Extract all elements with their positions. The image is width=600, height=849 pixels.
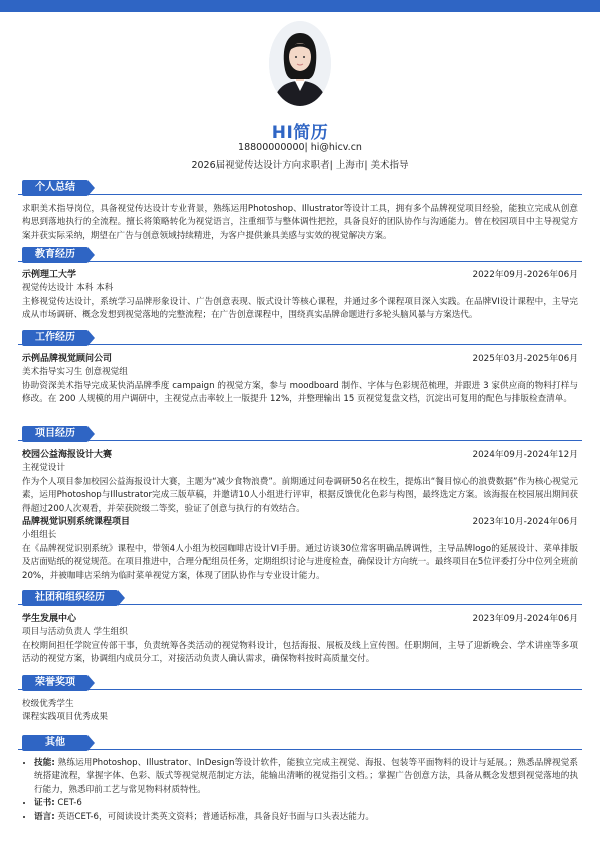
avatar-photo: [269, 21, 331, 106]
other-text: 英语CET-6，可阅读设计类英文资料；普通话标准，具备良好书面与口头表达能力。: [54, 811, 375, 822]
school-name: 示例理工大学: [22, 270, 77, 280]
honor-item: 课程实践项目优秀成果: [22, 712, 108, 723]
section-rule: [18, 689, 582, 690]
work-role: 美术指导实习生 创意视觉组: [22, 367, 128, 378]
section-header-summary: [18, 180, 582, 198]
section-title: 荣誉奖项: [22, 675, 88, 691]
avatar: [269, 21, 331, 106]
section-title: 个人总结: [22, 180, 88, 196]
section-header-others: [18, 735, 582, 753]
project-name: 校园公益海报设计大赛: [22, 450, 113, 460]
project-date: 2023年10月-2024年06月: [472, 517, 578, 527]
project-text: 在《品牌视觉识别系统》课程中，带领4人小组为校园咖啡店设计VI手册。通过访谈30位常客明确品牌调性，主导品牌logo的延展设计、菜单排版及店面贴纸的视觉规范。在项目推进中，合理分配组员任务，定期组织讨论与进度检查，确保设计方向统一。最终项目在5位评委打分中位列全班前20%，并被咖啡店采纳为临时菜单视觉方案，体现了团队协作与专业设计能力。: [22, 543, 578, 581]
contact-info: 18800000000| hi@hicv.cn: [238, 142, 362, 153]
project-entry: [22, 449, 578, 516]
other-label: 证书:: [34, 798, 55, 809]
section-header-education: [18, 247, 582, 265]
section-rule: [18, 194, 582, 195]
other-label: 语言:: [34, 811, 55, 822]
section-title: 工作经历: [22, 330, 88, 346]
top-accent-bar: [0, 0, 600, 12]
section-header-activities: [18, 590, 582, 608]
honors-list: [22, 698, 578, 725]
education-text: 主修视觉传达设计，系统学习品牌形象设计、广告创意表现、版式设计等核心课程，并通过多个课程项目深入实践。在品牌VI设计课程中，主导完成从市场调研、概念发想到视觉落地的完整流程；在广告创意课程中，围绕真实品牌命题进行多轮头脑风暴与方案迭代。: [22, 296, 578, 321]
project-role: 主视觉设计: [22, 463, 65, 474]
org-name: 学生发展中心: [22, 614, 77, 624]
section-title: 社团和组织经历: [22, 590, 118, 606]
other-text: CET-6: [54, 798, 82, 809]
section-rule: [18, 261, 582, 262]
section-title: 其他: [22, 735, 88, 751]
activity-entry: [22, 613, 578, 667]
work-entry: [22, 353, 578, 407]
activity-date: 2023年09月-2024年06月: [472, 614, 578, 624]
project-role: 小组组长: [22, 530, 57, 541]
project-date: 2024年09月-2024年12月: [472, 450, 578, 460]
project-entry: [22, 516, 578, 583]
other-item-certificate: [34, 797, 578, 810]
section-header-work: [18, 330, 582, 348]
honor-item: 校级优秀学生: [22, 699, 74, 709]
activity-text: 在校期间担任学院宣传部干事，负责统筹各类活动的视觉物料设计，包括海报、展板及线上宣传图。任职期间，主导了迎新晚会、学术讲座等多项活动的视觉方案，协调组内成员分工，对接活动负责人确认需求，确保物料按时高质量交付。: [22, 640, 578, 665]
work-date: 2025年03月-2025年06月: [472, 354, 578, 364]
others-list: [22, 757, 578, 824]
section-title: 教育经历: [22, 247, 88, 263]
project-text: 作为个人项目参加校园公益海报设计大赛，主题为“减少食物浪费”。前期通过问卷调研50名在校生，提炼出“餐目惊心的浪费数据”作为核心视觉元素，运用Photoshop与Illustrator完成三版草稿，并邀请10人小组进行评审，根据反馈优化色彩与构图，最终选定方案。该海报在校园展出期间获得超过200人次观看，并荣获院级二等奖，验证了创意与执行的有效结合。: [22, 476, 578, 514]
work-text: 协助资深美术指导完成某快消品牌季度 campaign 的视觉方案，参与 moodboard 制作、字体与色彩规范梳理，并跟进 3 家供应商的物料打样与修改。在 200 人规模的用户调研中，主视觉点击率较上一版提升 12%，并整理输出 15 页视觉复盘文档，沉淀出可复用的配色与排版检查清单。: [22, 380, 578, 405]
other-label: 技能:: [34, 758, 55, 768]
summary-text: 求职美术指导岗位，具备视觉传达设计专业背景，熟练运用Photoshop、Illustrator等设计工具，拥有多个品牌视觉项目经验，能独立完成从创意构思到落地执行的全流程。擅长将策略转化为视觉语言，注重细节与整体调性把控，具备良好的团队协作与沟通能力。曾在校园项目中主导视觉方案并获实际采纳，期望在广告与创意领域持续精进，为客户提供兼具美感与实效的视觉解决方案。: [22, 204, 578, 241]
section-rule: [18, 440, 582, 441]
other-item-skills: [34, 757, 578, 797]
other-item-language: [34, 811, 578, 824]
education-entry: [22, 269, 578, 323]
resume-name: HI简历: [271, 123, 329, 143]
section-rule: [18, 344, 582, 345]
section-header-projects: [18, 426, 582, 444]
section-rule: [18, 749, 582, 750]
section-title: 项目经历: [22, 426, 88, 442]
other-text: 熟练运用Photoshop、Illustrator、InDesign等设计软件，能独立完成主视觉、海报、包装等平面物料的设计与延展。；熟悉品牌视觉系统搭建流程，掌握字体、色彩、版式等视觉规范制定方法，能输出清晰的视觉指引文档。；掌握广告创意方法，具备从概念发想到视觉落地的执行能力，熟悉印前工艺与常见物料材质特性。: [34, 758, 579, 795]
job-intent: 2026届视觉传达设计方向求职者| 上海市| 美术指导: [191, 160, 409, 171]
education-major: 视觉传达设计 本科 本科: [22, 283, 114, 294]
project-name: 品牌视觉识别系统课程项目: [22, 517, 131, 527]
section-header-honors: [18, 675, 582, 693]
activity-role: 项目与活动负责人 学生组织: [22, 627, 128, 638]
company-name: 示例品牌视觉顾问公司: [22, 354, 113, 364]
education-date: 2022年09月-2026年06月: [472, 270, 578, 280]
